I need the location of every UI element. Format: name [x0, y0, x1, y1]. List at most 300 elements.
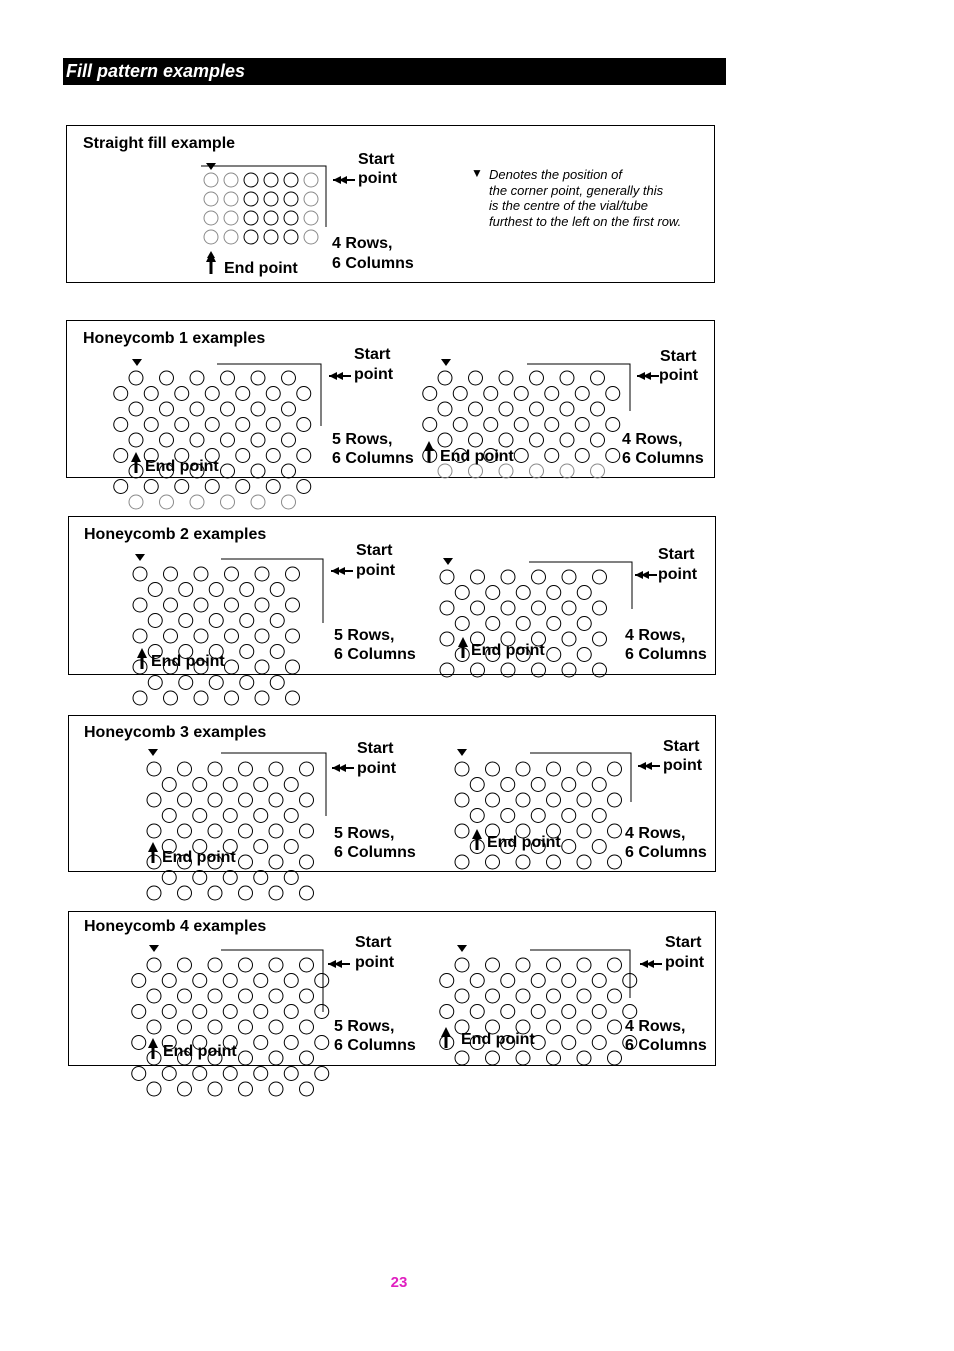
vial-circle: [266, 480, 280, 494]
vial-grid: [204, 173, 318, 244]
vial-circle: [315, 1067, 329, 1081]
vial-circle: [608, 824, 622, 838]
vial-circle: [501, 570, 515, 584]
vial-grid-b: [455, 762, 622, 869]
vial-circle: [282, 495, 296, 509]
vial-circle: [209, 614, 223, 628]
vial-circle: [300, 1020, 314, 1034]
vial-circle: [591, 371, 605, 385]
vial-circle: [577, 648, 591, 662]
vial-circle: [438, 433, 452, 447]
rows-label: 5 Rows,: [334, 1018, 395, 1035]
vial-circle: [440, 601, 454, 615]
columns-label: 6 Columns: [625, 1037, 707, 1054]
vial-circle: [455, 586, 469, 600]
end-arrow-icon: [458, 637, 468, 658]
vial-circle: [593, 601, 607, 615]
end-point-label: End point: [163, 1043, 237, 1060]
start-label: Start: [357, 740, 394, 757]
vial-circle: [129, 495, 143, 509]
vial-circle: [162, 871, 176, 885]
vial-circle: [440, 1005, 454, 1019]
boundary-line: [201, 166, 326, 227]
vial-circle: [194, 598, 208, 612]
point-label: point: [358, 170, 398, 187]
start-label: Start: [665, 934, 702, 951]
vial-circle: [470, 778, 484, 792]
vial-circle: [223, 974, 237, 988]
vial-circle: [591, 464, 605, 478]
section-title: Fill pattern examples: [63, 58, 726, 85]
end-arrow-icon: [148, 842, 158, 863]
corner-note-line: is the centre of the vial/tube: [489, 198, 648, 213]
vial-circle: [244, 211, 258, 225]
vial-circle: [532, 601, 546, 615]
start-arrow-icon: [640, 960, 662, 968]
vial-circle: [240, 645, 254, 659]
vial-circle: [455, 762, 469, 776]
vial-circle: [269, 958, 283, 972]
vial-circle: [300, 958, 314, 972]
start-arrow-icon: [328, 960, 350, 968]
vial-circle: [471, 601, 485, 615]
vial-circle: [577, 1051, 591, 1065]
vial-circle: [315, 974, 329, 988]
vial-circle: [286, 598, 300, 612]
vial-circle: [284, 871, 298, 885]
vial-circle: [254, 871, 268, 885]
vial-circle: [190, 433, 204, 447]
vial-circle: [608, 793, 622, 807]
vial-circle: [225, 691, 239, 705]
vial-circle: [193, 1067, 207, 1081]
start-arrow-icon: [333, 176, 355, 184]
vial-circle: [532, 570, 546, 584]
vial-circle: [225, 629, 239, 643]
vial-circle: [221, 464, 235, 478]
vial-circle: [193, 1005, 207, 1019]
vial-circle: [205, 387, 219, 401]
vial-circle: [284, 192, 298, 206]
vial-circle: [469, 464, 483, 478]
vial-circle: [304, 230, 318, 244]
vial-circle: [470, 809, 484, 823]
corner-note-line: the corner point, generally this: [489, 183, 664, 198]
vial-circle: [164, 691, 178, 705]
vial-circle: [577, 617, 591, 631]
vial-circle: [193, 809, 207, 823]
vial-circle: [284, 1067, 298, 1081]
rows-label: 4 Rows,: [625, 825, 686, 842]
vial-circle: [575, 387, 589, 401]
vial-circle: [501, 809, 515, 823]
columns-label: 6 Columns: [622, 450, 704, 467]
end-arrow-icon: [148, 1038, 158, 1059]
vial-circle: [205, 418, 219, 432]
rows-label: 5 Rows,: [334, 627, 395, 644]
vial-circle: [282, 433, 296, 447]
vial-circle: [501, 778, 515, 792]
vial-circle: [194, 567, 208, 581]
rows-label: 4 Rows,: [625, 627, 686, 644]
vial-circle: [178, 886, 192, 900]
vial-circle: [194, 691, 208, 705]
end-point-label: End point: [440, 448, 514, 465]
columns-label: 6 Columns: [334, 1037, 416, 1054]
end-point-label: End point: [145, 458, 219, 475]
vial-circle: [204, 173, 218, 187]
vial-circle: [178, 989, 192, 1003]
vial-circle: [514, 418, 528, 432]
vial-circle: [223, 778, 237, 792]
vial-circle: [239, 824, 253, 838]
vial-circle: [575, 449, 589, 463]
vial-circle: [147, 958, 161, 972]
vial-circle: [114, 449, 128, 463]
vial-circle: [162, 974, 176, 988]
vial-circle: [577, 855, 591, 869]
vial-circle: [160, 371, 174, 385]
corner-symbol: ▼: [471, 166, 483, 180]
start-arrow-icon: [329, 372, 351, 380]
vial-circle: [560, 433, 574, 447]
vial-circle: [147, 1020, 161, 1034]
vial-circle: [438, 371, 452, 385]
vial-circle: [300, 1082, 314, 1096]
vial-circle: [471, 570, 485, 584]
vial-circle: [114, 418, 128, 432]
rows-label: 5 Rows,: [332, 431, 393, 448]
rows-label: 4 Rows,: [332, 235, 393, 252]
vial-circle: [240, 676, 254, 690]
vial-circle: [592, 1036, 606, 1050]
vial-circle: [254, 809, 268, 823]
end-arrow-icon: [424, 441, 434, 462]
vial-circle: [224, 211, 238, 225]
vial-circle: [282, 402, 296, 416]
vial-circle: [162, 778, 176, 792]
vial-circle: [501, 601, 515, 615]
vial-circle: [114, 387, 128, 401]
vial-circle: [179, 676, 193, 690]
vial-circle: [486, 1051, 500, 1065]
vial-circle: [162, 809, 176, 823]
vial-circle: [455, 793, 469, 807]
start-arrow-icon: [637, 372, 659, 380]
start-label: Start: [663, 738, 700, 755]
start-label: Start: [358, 151, 395, 168]
panel-title: Honeycomb 2 examples: [84, 526, 267, 543]
vial-circle: [129, 402, 143, 416]
rows-label: 4 Rows,: [622, 431, 683, 448]
vial-circle: [547, 793, 561, 807]
vial-circle: [531, 1005, 545, 1019]
vial-circle: [239, 1082, 253, 1096]
vial-circle: [190, 371, 204, 385]
vial-circle: [593, 570, 607, 584]
vial-circle: [221, 495, 235, 509]
vial-circle: [455, 958, 469, 972]
vial-circle: [178, 793, 192, 807]
vial-circle: [547, 1051, 561, 1065]
vial-circle: [175, 387, 189, 401]
vial-circle: [592, 840, 606, 854]
vial-circle: [577, 989, 591, 1003]
vial-circle: [423, 418, 437, 432]
vial-circle: [269, 824, 283, 838]
vial-circle: [264, 173, 278, 187]
vial-circle: [147, 989, 161, 1003]
vial-circle: [516, 1051, 530, 1065]
vial-circle: [224, 230, 238, 244]
vial-circle: [284, 974, 298, 988]
vial-circle: [236, 418, 250, 432]
vial-circle: [270, 614, 284, 628]
vial-circle: [440, 632, 454, 646]
vial-circle: [545, 387, 559, 401]
vial-circle: [297, 480, 311, 494]
vial-circle: [208, 762, 222, 776]
vial-circle: [297, 449, 311, 463]
rows-label: 5 Rows,: [334, 825, 395, 842]
vial-circle: [284, 1036, 298, 1050]
panel-title: Honeycomb 3 examples: [84, 724, 267, 741]
vial-circle: [190, 402, 204, 416]
vial-circle: [239, 855, 253, 869]
vial-circle: [471, 663, 485, 677]
vial-circle: [164, 629, 178, 643]
page-number: 23: [390, 1274, 408, 1291]
vial-circle: [239, 1051, 253, 1065]
vial-circle: [254, 778, 268, 792]
vial-circle: [577, 793, 591, 807]
point-label: point: [354, 366, 394, 383]
vial-circle: [577, 958, 591, 972]
vial-circle: [129, 433, 143, 447]
vial-circle: [562, 1005, 576, 1019]
vial-circle: [148, 614, 162, 628]
corner-marker-icon: [457, 945, 467, 952]
vial-grid-a: [147, 762, 314, 900]
vial-circle: [593, 663, 607, 677]
vial-circle: [440, 663, 454, 677]
vial-circle: [223, 1067, 237, 1081]
vial-circle: [304, 211, 318, 225]
vial-circle: [591, 433, 605, 447]
vial-circle: [455, 617, 469, 631]
rows-label: 4 Rows,: [625, 1018, 686, 1035]
vial-circle: [175, 480, 189, 494]
vial-circle: [300, 793, 314, 807]
vial-circle: [254, 974, 268, 988]
vial-circle: [239, 793, 253, 807]
corner-marker-icon: [441, 359, 451, 366]
vial-circle: [470, 974, 484, 988]
vial-circle: [593, 632, 607, 646]
vial-circle: [164, 567, 178, 581]
corner-marker-icon: [443, 558, 453, 565]
vial-circle: [484, 387, 498, 401]
vial-circle: [133, 598, 147, 612]
vial-circle: [577, 762, 591, 776]
vial-circle: [178, 762, 192, 776]
vial-circle: [270, 676, 284, 690]
vial-circle: [286, 691, 300, 705]
corner-marker-icon: [132, 359, 142, 366]
vial-circle: [486, 586, 500, 600]
vial-circle: [132, 1036, 146, 1050]
vial-circle: [501, 1005, 515, 1019]
vial-circle: [251, 495, 265, 509]
vial-circle: [144, 387, 158, 401]
start-arrow-icon: [635, 571, 657, 579]
vial-circle: [486, 989, 500, 1003]
vial-circle: [204, 230, 218, 244]
vial-circle: [304, 173, 318, 187]
end-point-label: End point: [461, 1031, 535, 1048]
vial-circle: [469, 433, 483, 447]
start-arrow-icon: [331, 567, 353, 575]
vial-circle: [560, 402, 574, 416]
vial-circle: [562, 974, 576, 988]
vial-circle: [133, 629, 147, 643]
vial-circle: [251, 402, 265, 416]
vial-circle: [592, 778, 606, 792]
vial-circle: [208, 793, 222, 807]
vial-circle: [221, 371, 235, 385]
vial-circle: [284, 840, 298, 854]
vial-circle: [514, 387, 528, 401]
vial-circle: [223, 1005, 237, 1019]
vial-circle: [148, 583, 162, 597]
vial-circle: [255, 629, 269, 643]
vial-circle: [193, 778, 207, 792]
vial-circle: [562, 840, 576, 854]
vial-circle: [204, 192, 218, 206]
vial-circle: [266, 418, 280, 432]
columns-label: 6 Columns: [332, 450, 414, 467]
vial-circle: [562, 570, 576, 584]
vial-circle: [225, 567, 239, 581]
vial-circle: [239, 886, 253, 900]
vial-circle: [286, 567, 300, 581]
vial-circle: [453, 418, 467, 432]
point-label: point: [665, 954, 705, 971]
vial-circle: [547, 648, 561, 662]
vial-circle: [205, 480, 219, 494]
vial-circle: [532, 663, 546, 677]
vial-circle: [132, 1067, 146, 1081]
vial-circle: [300, 762, 314, 776]
vial-grid-b: [440, 570, 607, 677]
vial-circle: [455, 855, 469, 869]
vial-circle: [486, 762, 500, 776]
end-arrow-icon: [206, 251, 216, 274]
vial-circle: [516, 855, 530, 869]
vial-circle: [270, 583, 284, 597]
vial-circle: [547, 617, 561, 631]
vial-circle: [440, 974, 454, 988]
vial-circle: [608, 762, 622, 776]
vial-circle: [254, 1067, 268, 1081]
vial-grid-a: [133, 567, 300, 705]
vial-circle: [486, 958, 500, 972]
start-label: Start: [658, 546, 695, 563]
end-point-label: End point: [471, 642, 545, 659]
vial-circle: [239, 762, 253, 776]
vial-circle: [208, 824, 222, 838]
point-label: point: [357, 760, 397, 777]
vial-circle: [144, 418, 158, 432]
vial-circle: [516, 989, 530, 1003]
vial-circle: [516, 793, 530, 807]
vial-circle: [282, 464, 296, 478]
vial-circle: [592, 974, 606, 988]
corner-marker-icon: [149, 945, 159, 952]
vial-circle: [147, 824, 161, 838]
vial-circle: [160, 433, 174, 447]
vial-circle: [190, 495, 204, 509]
vial-circle: [164, 598, 178, 612]
corner-note-line: furthest to the left on the first row.: [489, 214, 682, 229]
vial-circle: [251, 464, 265, 478]
vial-circle: [255, 691, 269, 705]
vial-circle: [282, 371, 296, 385]
vial-circle: [547, 855, 561, 869]
vial-circle: [608, 855, 622, 869]
columns-label: 6 Columns: [334, 844, 416, 861]
vial-circle: [221, 433, 235, 447]
vial-circle: [531, 974, 545, 988]
start-arrow-icon: [638, 762, 660, 770]
vial-circle: [286, 629, 300, 643]
vial-circle: [300, 1051, 314, 1065]
vial-circle: [486, 793, 500, 807]
vial-circle: [208, 1020, 222, 1034]
vial-circle: [236, 449, 250, 463]
vial-circle: [270, 645, 284, 659]
end-point-label: End point: [151, 653, 225, 670]
vial-circle: [606, 449, 620, 463]
vial-circle: [269, 989, 283, 1003]
vial-circle: [484, 418, 498, 432]
vial-circle: [269, 886, 283, 900]
end-point-label: End point: [487, 834, 561, 851]
vial-circle: [577, 1020, 591, 1034]
honeycomb-1-panel: [66, 320, 715, 478]
vial-circle: [148, 676, 162, 690]
vial-circle: [562, 809, 576, 823]
straight-fill-panel: [66, 125, 715, 283]
vial-circle: [178, 1082, 192, 1096]
vial-circle: [147, 886, 161, 900]
panel-title: Straight fill example: [83, 135, 236, 152]
vial-circle: [162, 1005, 176, 1019]
vial-circle: [455, 824, 469, 838]
vial-circle: [300, 855, 314, 869]
vial-circle: [240, 583, 254, 597]
vial-circle: [438, 402, 452, 416]
vial-circle: [453, 387, 467, 401]
start-label: Start: [660, 348, 697, 365]
vial-circle: [239, 989, 253, 1003]
vial-circle: [269, 793, 283, 807]
vial-circle: [175, 418, 189, 432]
vial-circle: [264, 211, 278, 225]
vial-circle: [208, 958, 222, 972]
vial-circle: [208, 989, 222, 1003]
vial-circle: [147, 762, 161, 776]
